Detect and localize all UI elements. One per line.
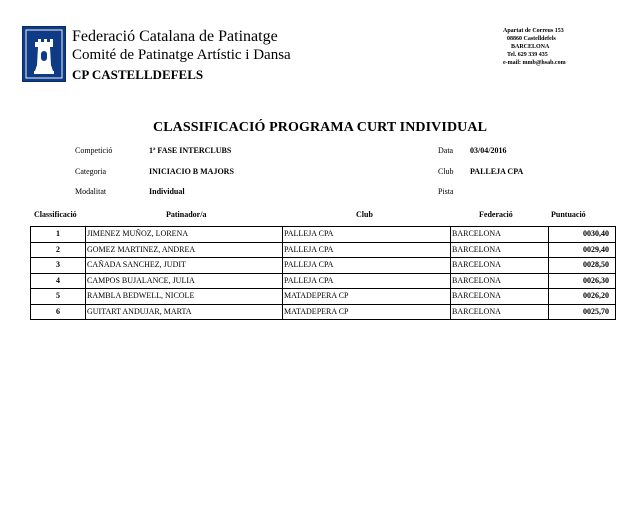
column-divider <box>548 243 549 258</box>
competicio-label: Competició <box>75 146 113 155</box>
rank-cell: 6 <box>56 306 60 316</box>
categoria-value: INICIACIO B MAJORS <box>149 167 234 176</box>
data-value: 03/04/2016 <box>470 146 507 155</box>
postal-address <box>503 27 623 67</box>
rank-cell: 2 <box>56 244 60 254</box>
federation-cell: BARCELONA <box>452 244 501 254</box>
host-club-name: CP CASTELLDEFELS <box>72 67 204 82</box>
club-cell: MATADEPERA CP <box>284 306 349 316</box>
rank-cell: 3 <box>56 260 60 269</box>
address-email: e-mail: mmb@hsab.com <box>503 60 566 66</box>
table-row <box>31 305 615 321</box>
skater-name-cell: GOMEZ MARTINEZ, ANDREA <box>87 244 196 254</box>
federation-logo <box>22 26 66 82</box>
score-cell: 0025,70 <box>583 306 609 316</box>
column-divider <box>85 243 86 258</box>
column-divider <box>548 305 549 320</box>
column-divider <box>548 258 549 273</box>
federation-cell: BARCELONA <box>452 229 501 238</box>
column-divider <box>282 274 283 289</box>
score-cell: 0026,20 <box>583 291 609 300</box>
competicio-value: 1ª FASE INTERCLUBS <box>149 146 232 155</box>
organization-heading <box>72 27 291 84</box>
score-cell: 0029,40 <box>583 244 609 254</box>
rank-cell: 1 <box>56 229 60 238</box>
castle-tower-icon <box>23 27 65 81</box>
score-cell: 0030,40 <box>583 229 609 238</box>
skater-name-cell: CAMPOS BUJALANCE, JULIA <box>87 275 195 285</box>
federation-name: Federació Catalana de Patinatge <box>72 28 278 45</box>
data-label: Data <box>438 146 454 155</box>
column-divider <box>282 289 283 304</box>
skater-name-cell: JIMENEZ MUÑOZ, LORENA <box>87 229 189 238</box>
club-cell: MATADEPERA CP <box>284 291 349 300</box>
header-puntuacio: Puntuació <box>551 210 586 219</box>
club-cell: PALLEJA CPA <box>284 260 334 269</box>
column-divider <box>450 243 451 258</box>
column-divider <box>85 305 86 320</box>
column-divider <box>450 227 451 242</box>
column-divider <box>282 305 283 320</box>
pista-label: Pista <box>438 187 454 196</box>
column-divider <box>450 258 451 273</box>
table-row <box>31 227 615 243</box>
modalitat-label: Modalitat <box>75 187 107 196</box>
modalitat-value: Individual <box>149 187 185 196</box>
federation-cell: BARCELONA <box>452 291 501 300</box>
column-divider <box>282 243 283 258</box>
address-line: BARCELONA <box>511 44 550 50</box>
column-divider <box>85 289 86 304</box>
header-club: Club <box>356 210 373 219</box>
skater-name-cell: RAMBLA BEDWELL, NICOLE <box>87 291 195 300</box>
score-cell: 0028,50 <box>583 260 609 269</box>
table-row <box>31 258 615 274</box>
header-federacio: Federació <box>479 210 513 219</box>
column-divider <box>548 289 549 304</box>
score-cell: 0026,30 <box>583 275 609 285</box>
federation-cell: BARCELONA <box>452 260 501 269</box>
column-divider <box>85 258 86 273</box>
header-patinador: Patinador/a <box>166 210 207 219</box>
committee-name: Comité de Patinatge Artístic i Dansa <box>72 47 291 63</box>
column-divider <box>548 274 549 289</box>
club-cell: PALLEJA CPA <box>284 229 334 238</box>
classification-table <box>30 208 616 320</box>
federation-cell: BARCELONA <box>452 306 501 316</box>
column-divider <box>85 227 86 242</box>
column-divider <box>548 227 549 242</box>
skater-name-cell: GUITART ANDUJAR, MARTA <box>87 306 192 316</box>
header-classificacio: Classificació <box>34 210 77 219</box>
table-row <box>31 289 615 305</box>
column-divider <box>282 227 283 242</box>
club-value: PALLEJA CPA <box>470 167 524 176</box>
table-row <box>31 274 615 290</box>
club-cell: PALLEJA CPA <box>284 275 334 285</box>
address-line: 08860 Castelldefels <box>507 36 556 42</box>
club-cell: PALLEJA CPA <box>284 244 334 254</box>
table-header <box>30 208 616 226</box>
federation-cell: BARCELONA <box>452 275 501 285</box>
categoria-label: Categoria <box>75 167 107 176</box>
column-divider <box>450 305 451 320</box>
column-divider <box>282 258 283 273</box>
address-line: Apartat de Correus 153 <box>503 28 564 34</box>
skater-name-cell: CAÑADA SANCHEZ, JUDIT <box>87 260 186 269</box>
table-row <box>31 243 615 259</box>
column-divider <box>85 274 86 289</box>
table-body <box>30 226 616 320</box>
rank-cell: 4 <box>56 275 60 285</box>
address-phone: Tel. 629 339 435 <box>507 52 548 58</box>
column-divider <box>450 289 451 304</box>
column-divider <box>450 274 451 289</box>
page-title: CLASSIFICACIÓ PROGRAMA CURT INDIVIDUAL <box>152 120 488 135</box>
club-label: Club <box>438 167 454 176</box>
rank-cell: 5 <box>56 291 60 300</box>
